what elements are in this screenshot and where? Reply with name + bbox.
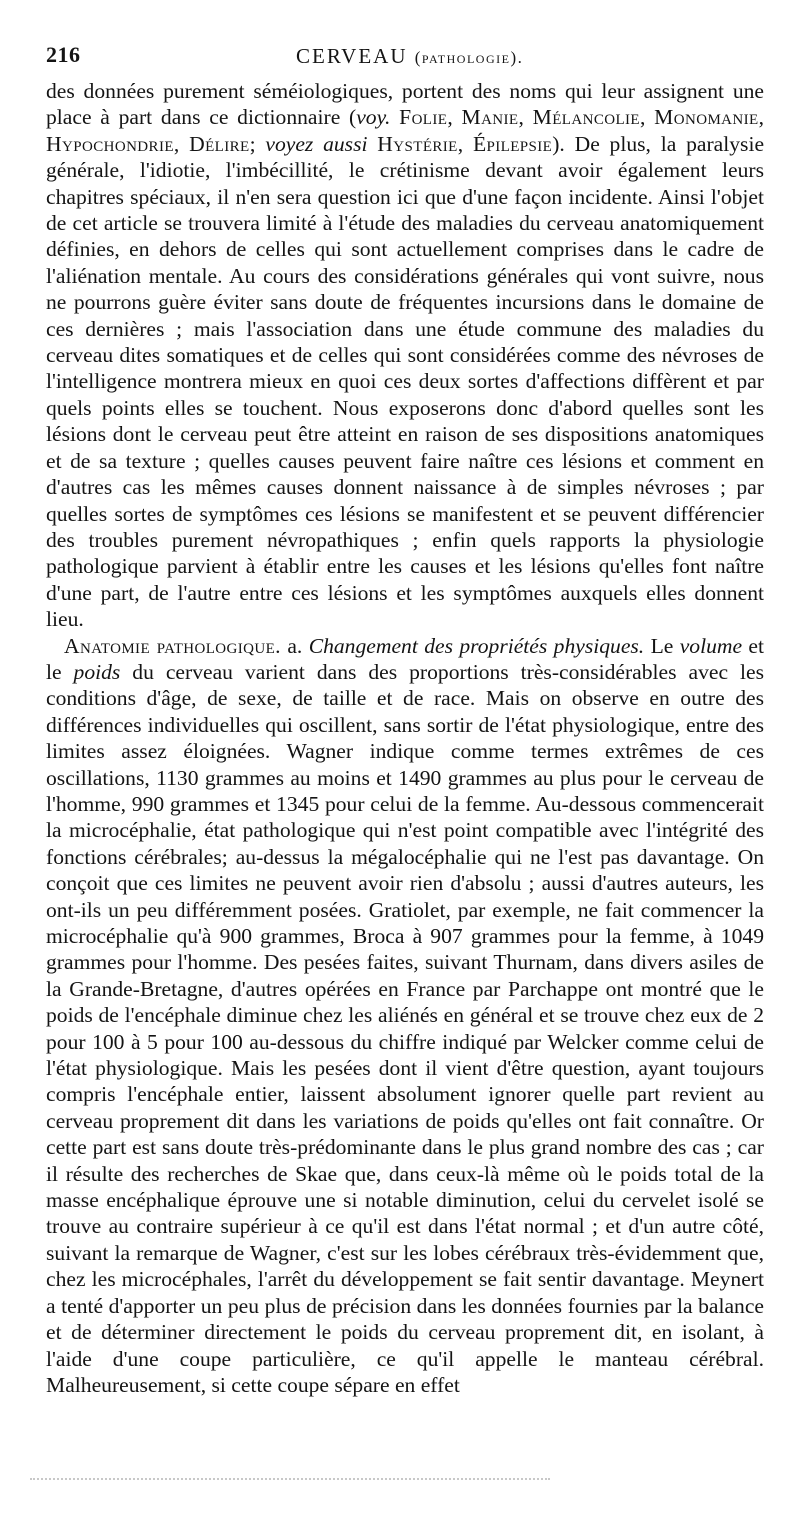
emphasized-term: poids: [73, 659, 121, 684]
text-run: ,: [447, 105, 462, 130]
cross-reference: Mélancolie: [532, 105, 640, 130]
text-run: ). De plus, la paralysie générale, l'idiotie, l'imbécillité, le crétinisme devant avoir également leurs chapitres spéciaux, il n'en sera question ici que d'une façon incidente. Ainsi l'objet de cet article se trouvera limité à l'étude des maladies du cerveau anatomiquement définies, en dehors de celles qui sont actuellement comprises dans le cadre de l'aliénation mentale. Au cours des considérations générales qui vont suivre, nous ne pourrons guère éviter sans doute de fréquentes incursions dans le domaine de ces dernières ; mais l'association dans une étude commune des maladies du cerveau dites somatiques et de celles qui sont considérées comme des névroses de l'intelligence montrera mieux en quoi ces deux sortes d'affections diffèrent et par quels points elles se touchent. Nous exposerons donc d'abord quelles sont les lésions dont le cerveau peut être atteint en raison de ses dispositions anatomiques et de sa texture ; quelles causes peuvent faire naître ces lésions et comment en d'autres cas les mêmes causes donnent naissance à de simples névroses ; par quelles sortes de symptômes ces lésions se manifestent et se peuvent différencier des troubles purement névropathiques ; enfin quels rapports la physiologie pathologique parvient à établir entre les causes et les lésions qu'elles font naître d'une part, de l'autre entre ces lésions et les symptômes auxquels elles donnent lieu.: [46, 131, 765, 632]
text-run: [368, 132, 378, 156]
page-header: [46, 42, 764, 76]
text-run: et le: [46, 633, 764, 684]
text-run: ,: [173, 131, 190, 156]
emphasized-term: volume: [679, 633, 743, 658]
paragraph-continuation: [46, 78, 764, 633]
text-run: des données purement séméiologiques, portent des noms qui leur assignent une place à part dans ce dictionnaire (: [46, 79, 764, 130]
cross-reference: voy.: [356, 105, 391, 130]
cross-reference: Délire: [189, 131, 250, 156]
page-number: 216: [46, 42, 81, 67]
footer-dotted-rule: [30, 1478, 550, 1480]
text-run: a.: [280, 633, 309, 658]
text-run: ,: [758, 105, 765, 130]
text-run: ,: [518, 105, 533, 130]
cross-reference: Monomanie: [654, 105, 759, 130]
cross-reference: Épilepsie: [472, 131, 553, 156]
cross-reference: voyez aussi: [265, 131, 368, 156]
text-run: ;: [249, 131, 266, 156]
running-head-section: (pathologie).: [414, 48, 524, 67]
text-run: Le: [644, 633, 680, 658]
running-title: CERVEAU: [296, 44, 408, 68]
text-run: du cerveau varient dans des proportions très-considérables avec les conditions d'âge, de sexe, de taille et de race. Mais on observe en outre des différences individuelles qui oscillent, sans sortir de l'état physiologique, entre des limites assez éloignées. Wagner indique comme termes extrêmes de ces oscillations, 1130 grammes au moins et 1490 grammes au plus pour le cerveau de l'homme, 990 grammes et 1345 pour celui de la femme. Au-dessous commencerait la microcéphalie, état pathologique qui n'est point compatible avec l'intégrité des fonctions cérébrales; au-dessus la mégalocéphalie qui ne l'est pas davantage. On conçoit que ces limites ne peuvent avoir rien d'absolu ; aussi d'autres auteurs, les ont-ils un peu différemment posées. Gratiolet, par exemple, ne fait commencer la microcéphalie qu'à 900 grammes, Broca à 907 grammes pour la femme, à 1049 grammes pour l'homme. Des pesées faites, suivant Thurnam, dans divers asiles de la Grande-Bretagne, d'autres opérées en France par Parchappe ont montré que le poids de l'encéphale diminue chez les aliénés en général et se trouve chez eux de 2 pour 100 à 5 pour 100 au-dessous du chiffre indiqué par Welcker comme celui de l'état physiologique. Mais les pesées dont il vient d'être question, ayant toujours compris l'encéphale entier, laissent absolument ignorer quelle part revient au cerveau proprement dit dans les variations de poids qu'elles ont fait connaître. Or cette part est sans doute très-prédominante dans le plus grand nombre des cas ; car il résulte des recherches de Skae que, dans ceux-là même où le poids total de la masse encéphalique éprouve une si notable diminution, celui du cervelet isolé se trouve au contraire supérieur à ce qu'il est dans l'état normal ; et d'un autre côté, suivant la remarque de Wagner, c'est sur les lobes cérébraux très-évidemment que, chez les microcéphales, l'arrêt du développement se fait sentir davantage. Meynert a tenté d'apporter un peu plus de précision dans les données fournies par la balance et de déterminer directement le poids du cerveau proprement dit, en isolant, à l'aide d'une coupe particulière, ce qu'il appelle le manteau cérébral. Malheureusement, si cette coupe sépare en effet: [46, 659, 764, 1397]
paragraph-anatomie: [46, 633, 764, 1399]
page-body: [46, 78, 764, 1398]
running-head: [296, 44, 523, 69]
text-run: [390, 105, 399, 129]
text-run: ,: [457, 131, 473, 156]
text-run: ,: [640, 105, 655, 130]
section-heading: Anatomie pathologique.: [64, 633, 281, 658]
cross-reference: Manie: [461, 105, 519, 130]
cross-reference: Hypochondrie: [46, 131, 174, 156]
subsection-heading: Changement des propriétés physiques.: [308, 633, 645, 658]
cross-reference: Hystérie: [377, 131, 458, 156]
cross-reference: Folie: [399, 105, 448, 130]
